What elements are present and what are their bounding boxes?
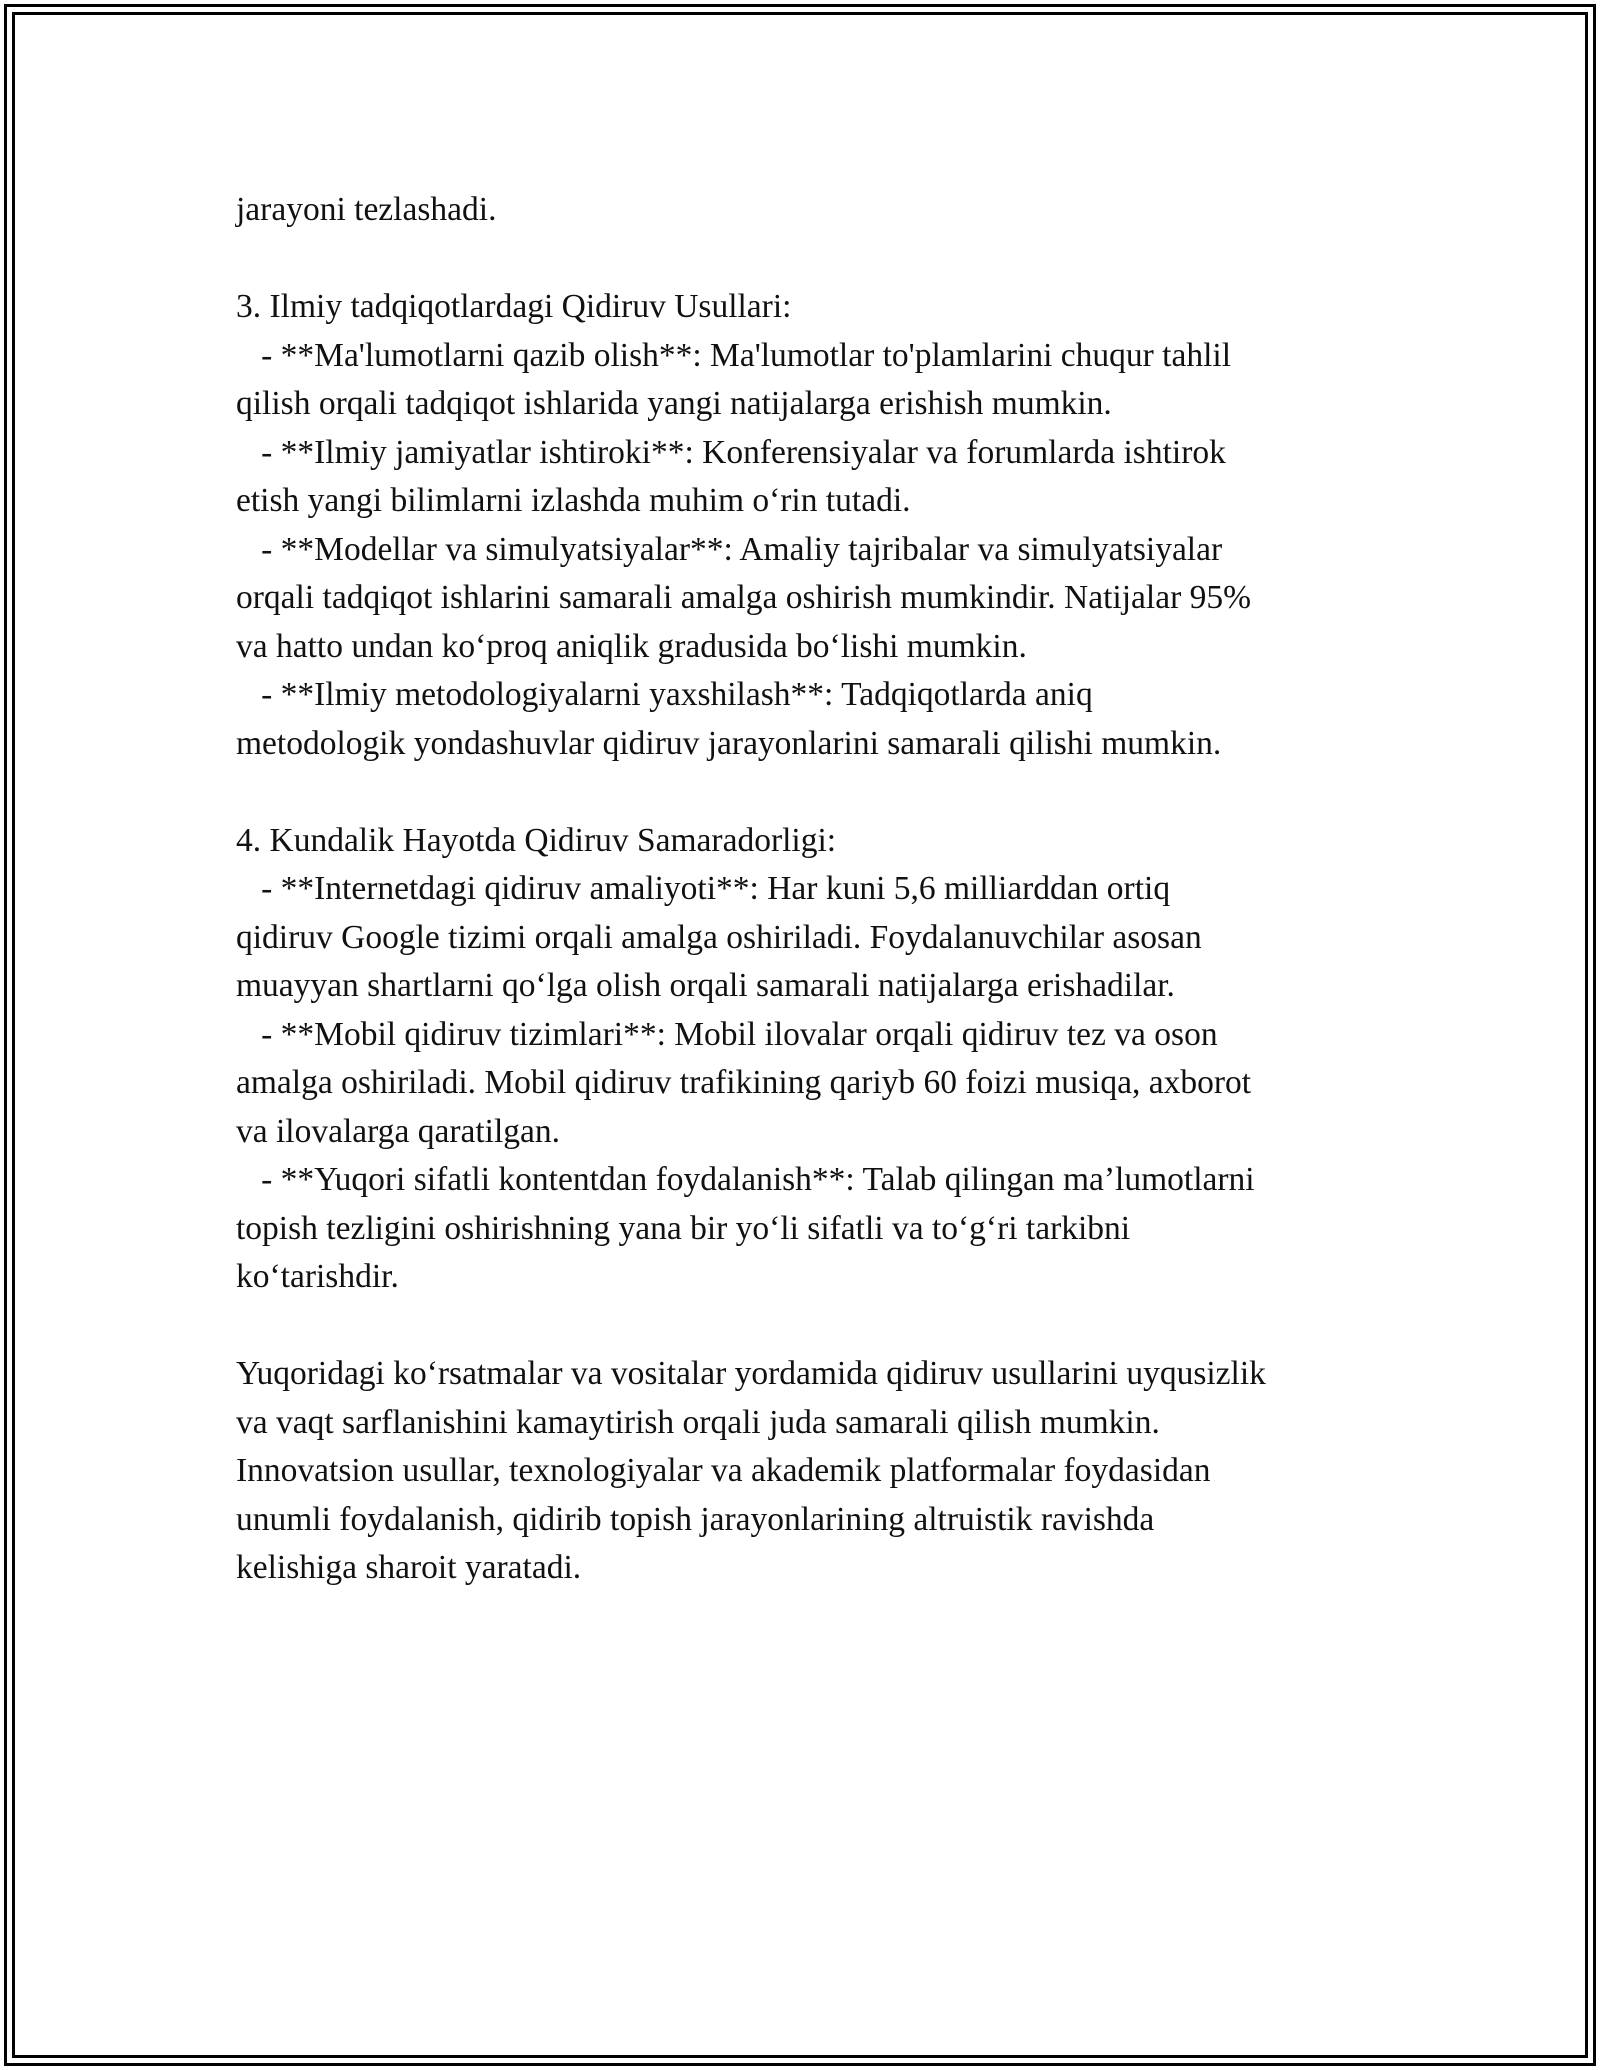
- text-line: va hatto undan ko‘proq aniqlik gradusida bo‘lishi mumkin.: [236, 627, 1027, 665]
- text-line: - **Mobil qidiruv tizimlari**: Mobil ilovalar orqali qidiruv tez va oson: [236, 1015, 1218, 1053]
- text-line: - **Ilmiy jamiyatlar ishtiroki**: Konferensiyalar va forumlarda ishtirok: [236, 433, 1226, 471]
- blank-line: [236, 768, 1386, 817]
- text-line: muayyan shartlarni qo‘lga olish orqali samarali natijalarga erishadilar.: [236, 967, 1175, 1004]
- text-line: orqali tadqiqot ishlarini samarali amalga oshirish mumkindir. Natijalar 95%: [236, 579, 1252, 616]
- text-line: qilish orqali tadqiqot ishlarida yangi natijalarga erishish mumkin.: [236, 385, 1112, 422]
- text-line: va ilovalarga qaratilgan.: [236, 1112, 561, 1150]
- text-line: kelishiga sharoit yaratadi.: [236, 1549, 582, 1586]
- text-line: - **Ilmiy metodologiyalarni yaxshilash**: Tadqiqotlarda aniq: [236, 676, 1093, 713]
- text-line: - **Internetdagi qidiruv amaliyoti**: Har kuni 5,6 milliarddan ortiq: [236, 870, 1171, 907]
- text-line: metodologik yondashuvlar qidiruv jarayonlarini samarali qilishi mumkin.: [236, 724, 1222, 762]
- blank-line: [236, 235, 1386, 284]
- text-line: - **Ma'lumotlarni qazib olish**: Ma'lumotlar to'plamlarini chuqur tahlil: [236, 336, 1232, 374]
- text-line: unumli foydalanish, qidirib topish jarayonlarining altruistik ravishda: [236, 1500, 1155, 1538]
- text-line: ko‘tarishdir.: [236, 1258, 399, 1295]
- text-line: amalga oshiriladi. Mobil qidiruv trafikining qariyb 60 foizi musiqa, axborot: [236, 1064, 1252, 1101]
- text-line: - **Yuqori sifatli kontentdan foydalanish**: Talab qilingan ma’lumotlarni: [236, 1161, 1255, 1198]
- text-line: topish tezligini oshirishning yana bir yo‘li sifatli va to‘g‘ri tarkibni: [236, 1209, 1131, 1247]
- text-line: qidiruv Google tizimi orqali amalga oshiriladi. Foydalanuvchilar asosan: [236, 918, 1202, 956]
- text-line: jarayoni tezlashadi.: [236, 191, 497, 228]
- text-line: - **Modellar va simulyatsiyalar**: Amaliy tajribalar va simulyatsiyalar: [236, 530, 1223, 568]
- section-heading: 3. Ilmiy tadqiqotlardagi Qidiruv Usullari:: [236, 288, 792, 325]
- text-line: Innovatsion usullar, texnologiyalar va akademik platformalar foydasidan: [236, 1452, 1211, 1489]
- text-line: va vaqt sarflanishini kamaytirish orqali juda samarali qilish mumkin.: [236, 1403, 1160, 1441]
- text-line: Yuqoridagi ko‘rsatmalar va vositalar yordamida qidiruv usullarini uyqusizlik: [236, 1355, 1266, 1392]
- section-heading: 4. Kundalik Hayotda Qidiruv Samaradorligi:: [236, 821, 837, 859]
- document-body: [236, 186, 1386, 1593]
- blank-line: [236, 1302, 1386, 1351]
- text-line: etish yangi bilimlarni izlashda muhim o‘rin tutadi.: [236, 482, 911, 519]
